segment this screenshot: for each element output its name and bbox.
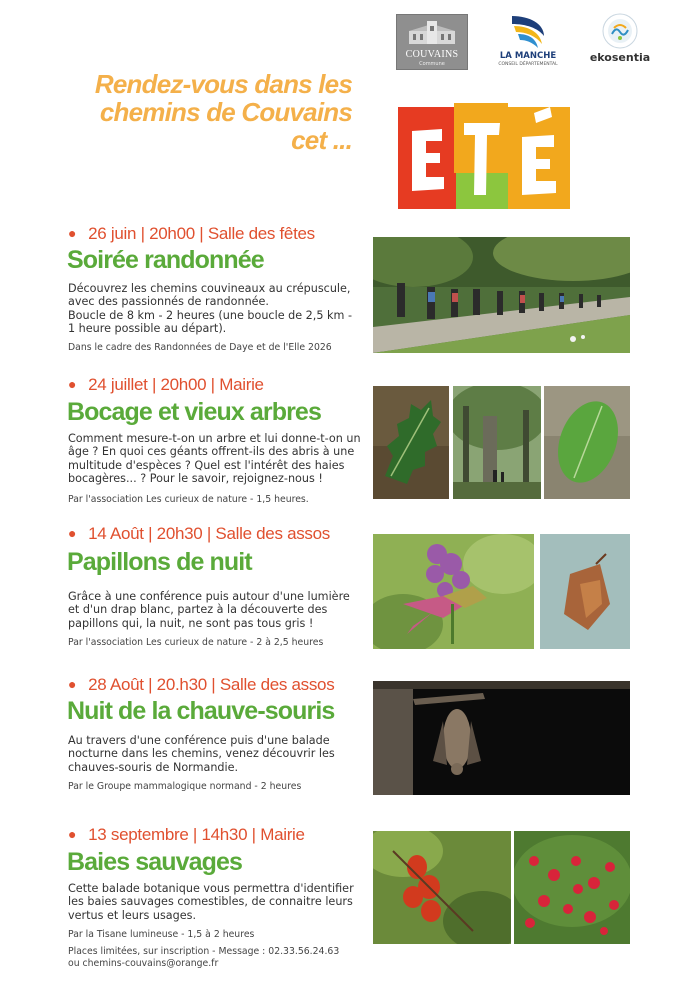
- event-2-desc-line: Comment mesure-t-on un arbre et lui donne-t-on un: [68, 432, 361, 445]
- event-3-credit: Par l'association Les curieux de nature - 2 à 2,5 heures: [68, 637, 324, 648]
- bullet-icon: ●: [68, 525, 77, 541]
- event-1-desc-line: Boucle de 8 km - 2 heures (une boucle de 2,5 km -: [68, 308, 352, 322]
- event-2-description: [68, 432, 361, 485]
- event-1-photo-hikers: [373, 237, 630, 353]
- event-2-date: 24 juillet | 20h00 | Mairie: [88, 375, 264, 394]
- season-title-ete: [398, 103, 570, 209]
- event-1-credit: Dans le cadre des Randonnées de Daye et de l'Elle 2026: [68, 342, 332, 353]
- event-1-description: [68, 282, 352, 335]
- event-2-photo-beech-leaf: [544, 386, 630, 499]
- bullet-icon: ●: [68, 676, 77, 692]
- event-5-date-line: [68, 825, 305, 845]
- church-icon: [405, 21, 459, 45]
- event-2-photo-holly-leaf: [373, 386, 449, 499]
- event-3-desc-line: Grâce à une conférence puis autour d'une lumière: [68, 590, 350, 603]
- event-5-credit: Par la Tisane lumineuse - 1,5 à 2 heures: [68, 929, 255, 940]
- event-2-desc-line: âge ? En quoi ces géants offrent-ils des abris à une: [68, 445, 355, 459]
- event-4-credit: Par le Groupe mammalogique normand - 2 heures: [68, 781, 302, 792]
- event-4-description: [68, 734, 335, 774]
- la-manche-logo-text: LA MANCHE: [499, 51, 557, 61]
- event-4-desc-line: chauves-souris de Normandie.: [68, 760, 239, 774]
- event-1-desc-line: Découvrez les chemins couvineaux au crépuscule,: [68, 282, 351, 295]
- event-4-desc-line: nocturne dans les chemins, venez découvrir les: [68, 747, 335, 761]
- event-3-desc-line: papillons qui, la nuit, ne sont pas tous gris !: [68, 616, 314, 630]
- event-4-desc-line: Au travers d'une conférence puis d'une balade: [68, 734, 330, 747]
- event-1-date: 26 juin | 20h00 | Salle des fêtes: [88, 224, 315, 243]
- event-3-photo-hawk-moth: [373, 534, 534, 649]
- event-3-desc-line: et d'un drap blanc, partez à la découverte des: [68, 603, 328, 617]
- event-4-date: 28 Août | 20.h30 | Salle des assos: [88, 675, 335, 694]
- couvains-logo-subtext: Commune: [419, 61, 445, 67]
- event-3-date-line: [68, 524, 330, 544]
- event-4-title: Nuit de la chauve-souris: [67, 697, 335, 725]
- footer-line-email: ou chemins-couvains@orange.fr: [68, 958, 219, 969]
- event-2-desc-line: bocagères... ? Pour le savoir, rejoignez-nous !: [68, 471, 323, 485]
- event-5-photo-rosehips: [373, 831, 511, 944]
- event-3-photo-brown-moth: [540, 534, 630, 649]
- event-5-desc-line: Cette balade botanique vous permettra d'identifier: [68, 882, 354, 895]
- couvains-logo: [396, 14, 468, 70]
- la-manche-logo-subtext: CONSEIL DÉPARTEMENTAL: [498, 62, 558, 67]
- manche-swoosh-icon: [508, 14, 548, 50]
- event-3-title: Papillons de nuit: [67, 548, 252, 576]
- event-2-credit: Par l'association Les curieux de nature - 1,5 heures.: [68, 494, 309, 505]
- event-5-description: [68, 882, 354, 922]
- event-1-desc-line: 1 heure possible au départ).: [68, 321, 227, 335]
- event-2-date-line: [68, 375, 264, 395]
- event-2-title: Bocage et vieux arbres: [67, 398, 321, 426]
- event-1-title: Soirée randonnée: [67, 246, 264, 274]
- ekosentia-emblem-icon: [600, 12, 640, 50]
- footer-line-phone: Places limitées, sur inscription - Message : 02.33.56.24.63: [68, 946, 340, 957]
- ekosentia-logo: [578, 10, 662, 72]
- event-3-date: 14 Août | 20h30 | Salle des assos: [88, 524, 330, 543]
- tagline-line-3: cet ...: [291, 125, 352, 155]
- event-2-photo-trees: [453, 386, 541, 499]
- bullet-icon: ●: [68, 826, 77, 842]
- event-5-title: Baies sauvages: [67, 848, 243, 876]
- event-1-date-line: [68, 224, 315, 244]
- bullet-icon: ●: [68, 225, 77, 241]
- tagline: [58, 70, 352, 154]
- couvains-logo-text: COUVAINS: [405, 49, 459, 60]
- ekosentia-logo-text: ekosentia: [589, 51, 651, 64]
- tagline-line-2: chemins de Couvains: [99, 97, 352, 127]
- la-manche-logo: [490, 12, 566, 70]
- bullet-icon: ●: [68, 376, 77, 392]
- event-4-photo-bat: [373, 681, 630, 795]
- tagline-line-1: Rendez-vous dans les: [94, 69, 352, 99]
- event-3-description: [68, 590, 350, 630]
- footer-registration: [68, 946, 339, 970]
- event-2-desc-line: multitude d'espèces ? Quel est l'intérêt des haies: [68, 458, 345, 472]
- event-5-desc-line: les baies sauvages comestibles, de connaitre leurs: [68, 895, 353, 909]
- event-5-date: 13 septembre | 14h30 | Mairie: [88, 825, 305, 844]
- event-5-desc-line: vertus et leurs usages.: [68, 908, 197, 922]
- event-4-date-line: [68, 675, 334, 695]
- event-1-desc-line: avec des passionnés de randonnée.: [68, 295, 269, 309]
- event-5-photo-red-berries: [514, 831, 630, 944]
